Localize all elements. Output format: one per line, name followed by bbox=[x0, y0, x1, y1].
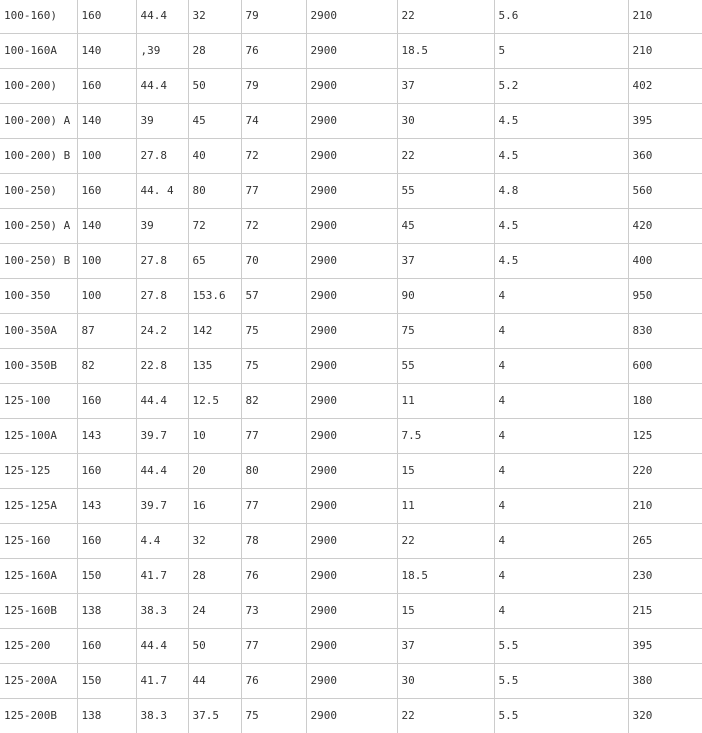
table-row bbox=[0, 419, 702, 454]
table-cell: 7.5 bbox=[397, 419, 494, 454]
table-cell: 125-160B bbox=[0, 594, 77, 629]
table-row bbox=[0, 104, 702, 139]
table-cell: 125-100A bbox=[0, 419, 77, 454]
table-cell: 2900 bbox=[306, 0, 397, 34]
table-cell: 4 bbox=[494, 349, 628, 384]
table-cell: 2900 bbox=[306, 34, 397, 69]
table-cell: 100-160A bbox=[0, 34, 77, 69]
table-cell: 142 bbox=[188, 314, 241, 349]
table-cell: 2900 bbox=[306, 279, 397, 314]
table-cell: ,39 bbox=[136, 34, 188, 69]
table-cell: 138 bbox=[77, 699, 136, 733]
table-cell: 22.8 bbox=[136, 349, 188, 384]
table-cell: 2900 bbox=[306, 629, 397, 664]
table-cell: 5 bbox=[494, 34, 628, 69]
table-cell: 78 bbox=[241, 524, 306, 559]
table-cell: 76 bbox=[241, 664, 306, 699]
table-cell: 2900 bbox=[306, 559, 397, 594]
table-cell: 76 bbox=[241, 559, 306, 594]
table-cell: 27.8 bbox=[136, 244, 188, 279]
table-row bbox=[0, 699, 702, 733]
table-cell: 57 bbox=[241, 279, 306, 314]
table-cell: 76 bbox=[241, 34, 306, 69]
table-cell: 2900 bbox=[306, 314, 397, 349]
table-cell: 402 bbox=[628, 69, 702, 104]
table-cell: 28 bbox=[188, 559, 241, 594]
table-cell: 100-350B bbox=[0, 349, 77, 384]
table-cell: 5.5 bbox=[494, 699, 628, 733]
table-cell: 15 bbox=[397, 454, 494, 489]
table-cell: 2900 bbox=[306, 699, 397, 733]
table-cell: 143 bbox=[77, 419, 136, 454]
table-cell: 80 bbox=[241, 454, 306, 489]
table-cell: 4 bbox=[494, 559, 628, 594]
table-cell: 77 bbox=[241, 629, 306, 664]
table-cell: 2900 bbox=[306, 244, 397, 279]
table-cell: 143 bbox=[77, 489, 136, 524]
table-cell: 2900 bbox=[306, 454, 397, 489]
table-row bbox=[0, 559, 702, 594]
table-cell: 22 bbox=[397, 0, 494, 34]
table-row bbox=[0, 69, 702, 104]
table-cell: 210 bbox=[628, 0, 702, 34]
table-cell: 100-250) bbox=[0, 174, 77, 209]
table-cell: 45 bbox=[188, 104, 241, 139]
table-cell: 4 bbox=[494, 419, 628, 454]
table-cell: 2900 bbox=[306, 69, 397, 104]
table-cell: 27.8 bbox=[136, 279, 188, 314]
table-cell: 160 bbox=[77, 524, 136, 559]
table-cell: 100 bbox=[77, 139, 136, 174]
table-cell: 210 bbox=[628, 489, 702, 524]
table-cell: 50 bbox=[188, 69, 241, 104]
table-cell: 5.5 bbox=[494, 629, 628, 664]
table-cell: 265 bbox=[628, 524, 702, 559]
table-cell: 395 bbox=[628, 629, 702, 664]
table-cell: 75 bbox=[241, 314, 306, 349]
table-cell: 44.4 bbox=[136, 0, 188, 34]
table-cell: 180 bbox=[628, 384, 702, 419]
table-cell: 18.5 bbox=[397, 34, 494, 69]
table-cell: 400 bbox=[628, 244, 702, 279]
table-cell: 2900 bbox=[306, 209, 397, 244]
table-row bbox=[0, 524, 702, 559]
table-cell: 100-200) B bbox=[0, 139, 77, 174]
table-cell: 160 bbox=[77, 174, 136, 209]
table-cell: 2900 bbox=[306, 384, 397, 419]
table-cell: 37 bbox=[397, 69, 494, 104]
table-cell: 22 bbox=[397, 699, 494, 733]
table-cell: 4.5 bbox=[494, 209, 628, 244]
table-cell: 150 bbox=[77, 664, 136, 699]
table-cell: 2900 bbox=[306, 349, 397, 384]
table-cell: 125 bbox=[628, 419, 702, 454]
table-cell: 77 bbox=[241, 419, 306, 454]
table-cell: 65 bbox=[188, 244, 241, 279]
table-cell: 39 bbox=[136, 104, 188, 139]
table-cell: 125-200B bbox=[0, 699, 77, 733]
table-cell: 44.4 bbox=[136, 454, 188, 489]
table-cell: 82 bbox=[77, 349, 136, 384]
table-cell: 125-160 bbox=[0, 524, 77, 559]
table-cell: 2900 bbox=[306, 524, 397, 559]
table-cell: 87 bbox=[77, 314, 136, 349]
table-cell: 140 bbox=[77, 34, 136, 69]
table-row bbox=[0, 34, 702, 69]
table-cell: 153.6 bbox=[188, 279, 241, 314]
table-cell: 125-200A bbox=[0, 664, 77, 699]
table-cell: 79 bbox=[241, 0, 306, 34]
table-cell: 4 bbox=[494, 314, 628, 349]
table-cell: 77 bbox=[241, 489, 306, 524]
table-cell: 22 bbox=[397, 139, 494, 174]
table-cell: 150 bbox=[77, 559, 136, 594]
table-cell: 100-200) bbox=[0, 69, 77, 104]
table-cell: 11 bbox=[397, 489, 494, 524]
table-cell: 50 bbox=[188, 629, 241, 664]
table-cell: 90 bbox=[397, 279, 494, 314]
table-cell: 380 bbox=[628, 664, 702, 699]
table-row bbox=[0, 454, 702, 489]
table-cell: 10 bbox=[188, 419, 241, 454]
table-cell: 39 bbox=[136, 209, 188, 244]
table-cell: 100 bbox=[77, 244, 136, 279]
table-cell: 55 bbox=[397, 174, 494, 209]
table-cell: 4.5 bbox=[494, 104, 628, 139]
table-cell: 44.4 bbox=[136, 629, 188, 664]
table-cell: 230 bbox=[628, 559, 702, 594]
table-cell: 5.6 bbox=[494, 0, 628, 34]
table-row bbox=[0, 629, 702, 664]
table-cell: 100-200) A bbox=[0, 104, 77, 139]
table-cell: 215 bbox=[628, 594, 702, 629]
table-row bbox=[0, 489, 702, 524]
table-cell: 32 bbox=[188, 0, 241, 34]
table-row bbox=[0, 279, 702, 314]
table-cell: 4.4 bbox=[136, 524, 188, 559]
table-cell: 32 bbox=[188, 524, 241, 559]
table-row bbox=[0, 384, 702, 419]
table-cell: 4 bbox=[494, 489, 628, 524]
table-cell: 125-100 bbox=[0, 384, 77, 419]
table-cell: 75 bbox=[241, 349, 306, 384]
table-row bbox=[0, 209, 702, 244]
table-cell: 4 bbox=[494, 279, 628, 314]
table-cell: 138 bbox=[77, 594, 136, 629]
table-cell: 160 bbox=[77, 0, 136, 34]
table-cell: 125-125A bbox=[0, 489, 77, 524]
table-cell: 30 bbox=[397, 664, 494, 699]
table-cell: 11 bbox=[397, 384, 494, 419]
table-cell: 45 bbox=[397, 209, 494, 244]
table-cell: 2900 bbox=[306, 104, 397, 139]
table-cell: 830 bbox=[628, 314, 702, 349]
table-cell: 37 bbox=[397, 244, 494, 279]
table-cell: 44 bbox=[188, 664, 241, 699]
table-cell: 100-250) A bbox=[0, 209, 77, 244]
table-cell: 74 bbox=[241, 104, 306, 139]
table-cell: 100-350 bbox=[0, 279, 77, 314]
table-row bbox=[0, 349, 702, 384]
table-cell: 4 bbox=[494, 454, 628, 489]
table-cell: 160 bbox=[77, 629, 136, 664]
table-cell: 70 bbox=[241, 244, 306, 279]
table-row bbox=[0, 664, 702, 699]
table-row bbox=[0, 0, 702, 34]
table-cell: 75 bbox=[397, 314, 494, 349]
table-cell: 73 bbox=[241, 594, 306, 629]
table-cell: 55 bbox=[397, 349, 494, 384]
table-cell: 100-250) B bbox=[0, 244, 77, 279]
table-cell: 72 bbox=[241, 139, 306, 174]
table-cell: 320 bbox=[632, 709, 653, 722]
table-cell: 15 bbox=[397, 594, 494, 629]
table-row bbox=[0, 139, 702, 174]
table-cell: 125-200 bbox=[0, 629, 77, 664]
table-cell: 39.7 bbox=[136, 419, 188, 454]
table-cell: 12.5 bbox=[188, 384, 241, 419]
table-cell: 18.5 bbox=[397, 559, 494, 594]
table-cell: 2900 bbox=[306, 664, 397, 699]
table-cell: 950 bbox=[628, 279, 702, 314]
table-cell: 77 bbox=[241, 174, 306, 209]
table-row bbox=[0, 314, 702, 349]
table-cell: 44.4 bbox=[136, 69, 188, 104]
table-cell: 160 bbox=[77, 384, 136, 419]
table-cell: 41.7 bbox=[136, 559, 188, 594]
table-row bbox=[0, 594, 702, 629]
table-cell: 2900 bbox=[306, 419, 397, 454]
table-cell: 135 bbox=[188, 349, 241, 384]
table-cell: 41.7 bbox=[136, 664, 188, 699]
table-cell: 37 bbox=[397, 629, 494, 664]
table-cell: 2900 bbox=[306, 174, 397, 209]
table-cell: 4 bbox=[494, 524, 628, 559]
table-cell: 160 bbox=[77, 69, 136, 104]
table-cell: 24 bbox=[188, 594, 241, 629]
table-cell: 140 bbox=[77, 209, 136, 244]
table-cell: 100-160) bbox=[0, 0, 77, 34]
table-cell: 210 bbox=[628, 34, 702, 69]
table-cell: 4 bbox=[494, 594, 628, 629]
table-cell: 28 bbox=[188, 34, 241, 69]
table-cell: 75 bbox=[241, 699, 306, 733]
table-cell: 125-125 bbox=[0, 454, 77, 489]
table-cell: 27.8 bbox=[136, 139, 188, 174]
table-cell: 20 bbox=[188, 454, 241, 489]
table-cell: 44. 4 bbox=[136, 174, 188, 209]
table-cell: 4.5 bbox=[494, 139, 628, 174]
table-cell: 5.5 bbox=[494, 664, 628, 699]
table-cell: 125-160A bbox=[0, 559, 77, 594]
table-cell: 72 bbox=[188, 209, 241, 244]
table-cell: 82 bbox=[241, 384, 306, 419]
table-cell: 100 bbox=[77, 279, 136, 314]
table-cell: 16 bbox=[188, 489, 241, 524]
table-cell: 560 bbox=[628, 174, 702, 209]
table-cell: 37.5 bbox=[188, 699, 241, 733]
table-cell: 4 bbox=[494, 384, 628, 419]
table-cell: 395 bbox=[628, 104, 702, 139]
table-cell: 22 bbox=[397, 524, 494, 559]
table-cell: 220 bbox=[628, 454, 702, 489]
table-cell: 79 bbox=[241, 69, 306, 104]
table-cell: 38.3 bbox=[136, 699, 188, 733]
table-cell: 2900 bbox=[306, 489, 397, 524]
table-cell: 39.7 bbox=[136, 489, 188, 524]
table-cell: 44.4 bbox=[136, 384, 188, 419]
table-cell: 4.8 bbox=[494, 174, 628, 209]
table-cell: 4.5 bbox=[494, 244, 628, 279]
table-cell: 30 bbox=[397, 104, 494, 139]
table-cell: 72 bbox=[241, 209, 306, 244]
table-cell: 360 bbox=[628, 139, 702, 174]
table-cell: 38.3 bbox=[136, 594, 188, 629]
table-row bbox=[0, 244, 702, 279]
table-cell: 2900 bbox=[306, 594, 397, 629]
table-cell: 100-350A bbox=[0, 314, 77, 349]
table-cell: 40 bbox=[188, 139, 241, 174]
table-cell: 5.2 bbox=[494, 69, 628, 104]
table-cell: 2900 bbox=[306, 139, 397, 174]
table-cell: 140 bbox=[77, 104, 136, 139]
table-cell: 24.2 bbox=[136, 314, 188, 349]
table-cell: 160 bbox=[77, 454, 136, 489]
table-row bbox=[0, 174, 702, 209]
table-cell: 600 bbox=[628, 349, 702, 384]
table-cell: 420 bbox=[628, 209, 702, 244]
table-cell: 80 bbox=[188, 174, 241, 209]
